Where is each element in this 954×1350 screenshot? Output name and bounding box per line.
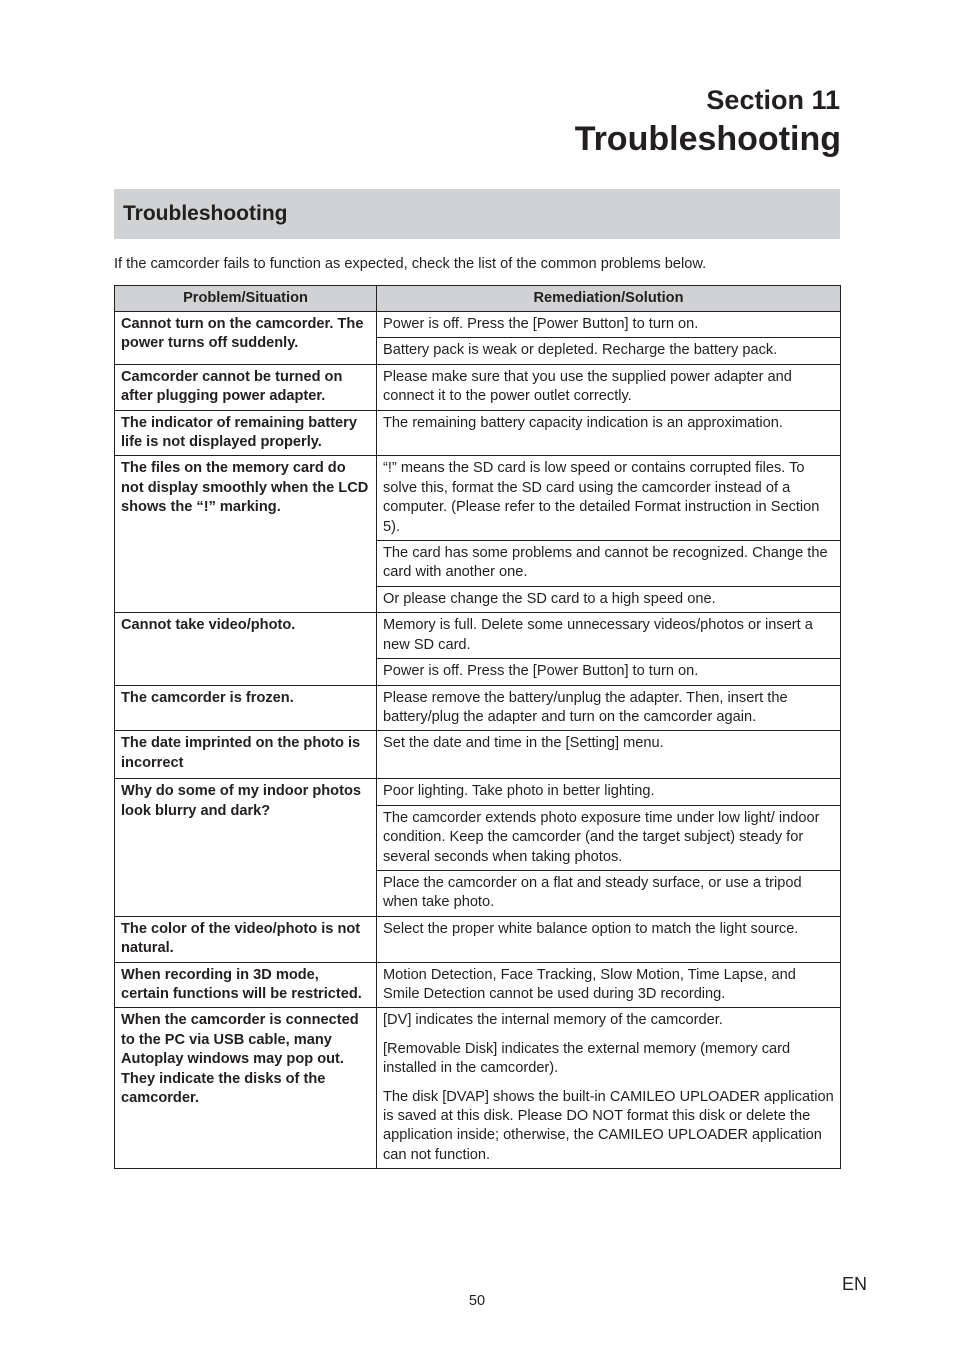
section-banner: [114, 189, 840, 239]
solution-paragraph: The disk [DVAP] shows the built-in CAMILEO UPLOADER application is saved at this disk. Please DO NOT format this disk or delete the application inside; otherwise, the CAMILEO UPLOADER application can not function.: [383, 1088, 834, 1163]
problem-cell: The files on the memory card do not display smoothly when the LCD shows the “!” marking.: [115, 456, 377, 613]
problem-cell: Cannot turn on the camcorder. The power turns off suddenly.: [115, 312, 377, 365]
problem-cell: Why do some of my indoor photos look blurry and dark?: [115, 779, 377, 916]
solution-cell: Please remove the battery/unplug the adapter. Then, insert the battery/plug the adapter and turn on the camcorder again.: [377, 685, 841, 731]
intro-text: If the camcorder fails to function as expected, check the list of the common problems below.: [114, 256, 707, 272]
solution-cell: The card has some problems and cannot be recognized. Change the card with another one.: [377, 541, 841, 587]
solution-cell: Or please change the SD card to a high speed one.: [377, 586, 841, 612]
language-code: EN: [841, 1274, 867, 1294]
problem-cell: Cannot take video/photo.: [115, 613, 377, 685]
solution-paragraph: [Removable Disk] indicates the external memory (memory card installed in the camcorder).: [383, 1040, 791, 1077]
solution-cell: “!” means the SD card is low speed or contains corrupted files. To solve this, format the SD card using the camcorder instead of a computer. (Please refer to the detailed Format instruction in Section 5).: [377, 456, 841, 541]
table-row: [115, 456, 841, 541]
problem-cell: The color of the video/photo is not natural.: [115, 916, 377, 962]
solution-cell: Memory is full. Delete some unnecessary videos/photos or insert a new SD card.: [377, 613, 841, 659]
table-header-row: [115, 286, 841, 312]
troubleshooting-table: [114, 285, 841, 1169]
section-label: Section 11: [706, 85, 840, 115]
table-row: [115, 685, 841, 731]
problem-cell: Camcorder cannot be turned on after plugging power adapter.: [115, 364, 377, 410]
solution-cell: Power is off. Press the [Power Button] to turn on.: [377, 312, 841, 338]
solution-cell: Power is off. Press the [Power Button] to turn on.: [377, 659, 841, 685]
problem-cell: When recording in 3D mode, certain functions will be restricted.: [115, 962, 377, 1008]
solution-cell: Poor lighting. Take photo in better lighting.: [377, 779, 841, 805]
table-row: [115, 613, 841, 659]
table-row: [115, 731, 841, 779]
table-row: [115, 916, 841, 962]
solution-cell: Select the proper white balance option to match the light source.: [377, 916, 841, 962]
solution-paragraph: [DV] indicates the internal memory of the camcorder.: [383, 1012, 723, 1029]
solution-cell: Place the camcorder on a flat and steady surface, or use a tripod when take photo.: [377, 870, 841, 916]
solution-cell: Please make sure that you use the supplied power adapter and connect it to the power outlet correctly.: [377, 364, 841, 410]
banner-title: Troubleshooting: [123, 202, 288, 225]
problem-cell: The camcorder is frozen.: [115, 685, 377, 731]
page-title: Troubleshooting: [574, 120, 841, 158]
solution-cell: [377, 1008, 841, 1169]
problem-cell: The indicator of remaining battery life is not displayed properly.: [115, 410, 377, 456]
table-row: [115, 962, 841, 1008]
table-row: [115, 410, 841, 456]
header-solution: Remediation/Solution: [377, 286, 841, 312]
table-row: [115, 779, 841, 805]
solution-cell: Battery pack is weak or depleted. Recharge the battery pack.: [377, 338, 841, 364]
solution-cell: Motion Detection, Face Tracking, Slow Motion, Time Lapse, and Smile Detection cannot be used during 3D recording.: [377, 962, 841, 1008]
page-number: 50: [468, 1293, 486, 1309]
problem-cell: When the camcorder is connected to the PC via USB cable, many Autoplay windows may pop out. They indicate the disks of the camcorder.: [115, 1008, 377, 1169]
problem-cell: The date imprinted on the photo is incorrect: [115, 731, 377, 779]
table-row: [115, 364, 841, 410]
table-row: [115, 312, 841, 338]
solution-cell: The camcorder extends photo exposure time under low light/ indoor condition. Keep the camcorder (and the target subject) steady for several seconds when taking photos.: [377, 805, 841, 870]
table-row: [115, 1008, 841, 1169]
solution-cell: Set the date and time in the [Setting] menu.: [377, 731, 841, 779]
solution-cell: The remaining battery capacity indication is an approximation.: [377, 410, 841, 456]
header-problem: Problem/Situation: [115, 286, 377, 312]
